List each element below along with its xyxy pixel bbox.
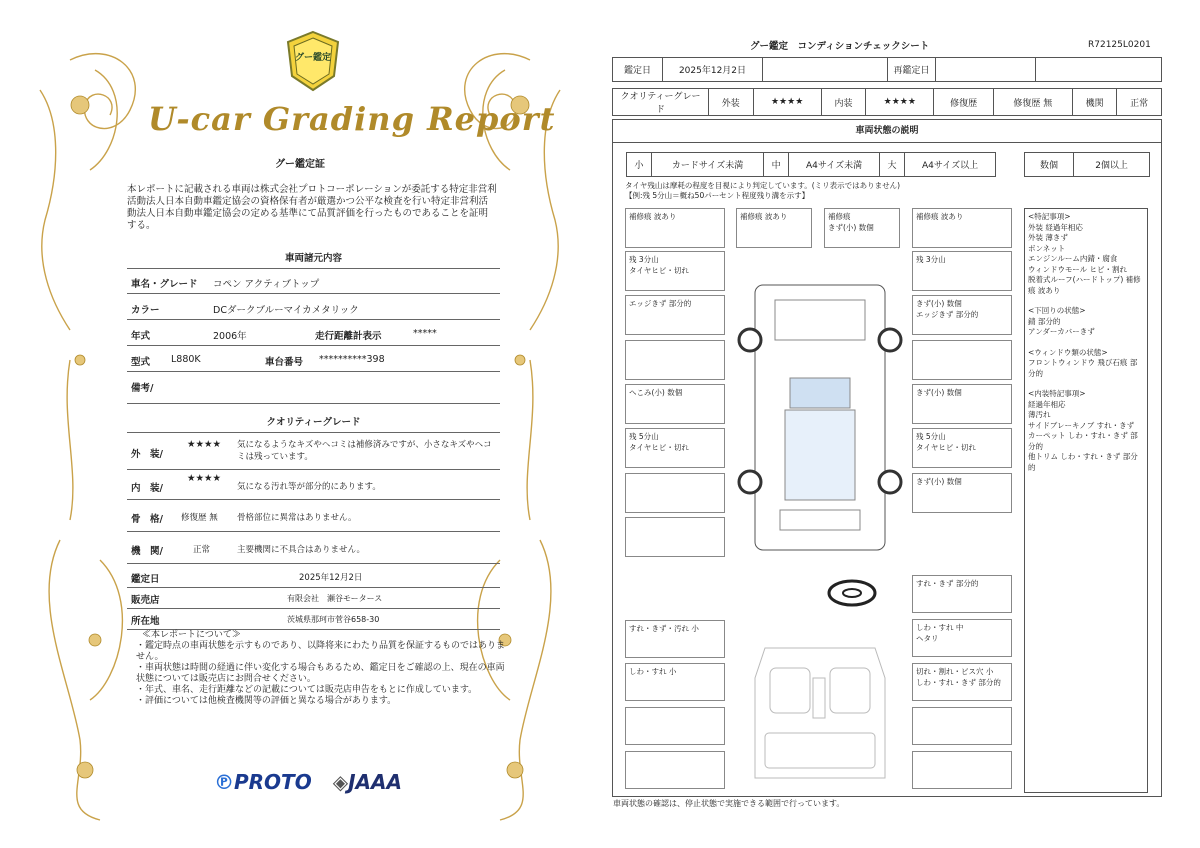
damage-cell [625,517,725,557]
spec-label: 車名・グレード [131,279,198,290]
note-line: アンダーカバーきず [1028,327,1095,336]
size-label: 大 [880,153,905,177]
damage-cell [625,473,725,513]
spec-label: 型式 [131,357,151,368]
spec-label: 車台番号 [265,357,304,368]
quality-label: 内 装/ [131,483,163,494]
damage-cell [625,340,725,380]
report-id: R72125L0201 [1088,40,1151,50]
dealer-value: 2025年12月2日 [299,573,363,583]
damage-cell: 残 5分山 タイヤヒビ・切れ [912,428,1012,468]
spec-row-remarks [127,374,500,404]
int-stars: ★★★★ [866,89,934,116]
car-interior-view [745,638,895,788]
note-line: カーペット しわ・すれ・きず 部分的 [1028,431,1138,451]
note-line: 薄汚れ [1028,410,1051,419]
grade-table [612,88,1162,116]
interior-cell [912,751,1012,789]
redate-label: 再鑑定日 [888,58,936,82]
damage-cell: 補修痕 波あり [912,208,1012,248]
note-line: 外装 薄きず [1028,233,1068,242]
count-value: 2個以上 [1074,153,1150,177]
badge-label: グー鑑定 [294,53,331,63]
interior-cell: しわ・すれ 中 ヘタリ [912,619,1012,657]
quality-value: 修復歴 無 [181,513,218,523]
date-table [612,57,1162,82]
note-line [1028,338,1144,348]
spec-value: 2006年 [213,331,247,342]
note-item: ・年式、車名、走行距離などの記載については販売店申告をもとに作成しています。 [136,685,478,695]
note-line: 脱着式ルーフ(ハードトップ) 補修痕 波あり [1028,275,1141,295]
divider [127,268,500,269]
redate-value [936,58,1036,82]
interior-cell: すれ・きず・汚れ 小 [625,620,725,658]
repair-value: 修復歴 無 [993,89,1072,116]
damage-cell: 補修痕 きず(小) 数個 [824,208,900,248]
count-label: 数個 [1025,153,1074,177]
quality-row-exterior [127,434,500,470]
quality-row-engine [127,534,500,564]
note-line: 経過年相応 [1028,399,1066,409]
special-notes [1024,208,1148,793]
spec-row-color [127,296,500,320]
script-title: U-car Grading Report [148,100,556,138]
damage-cell: 補修痕 波あり [736,208,812,248]
spec-row-year [127,322,500,346]
spec-value: **********398 [319,354,385,365]
note-line: 他トリム しわ・すれ・きず 部分的 [1028,452,1138,472]
explanation-title: 車両状態の説明 [612,119,1162,143]
spec-value: ***** [413,328,437,339]
spec-label: 年式 [131,331,151,342]
damage-cell: へこみ(小) 数個 [625,384,725,424]
certificate-title: グー鑑定証 [275,159,325,170]
proto-logo-icon: ℗ [214,770,234,794]
interior-cell [625,751,725,789]
dealer-value: 茨城県那珂市菅谷658-30 [287,615,380,624]
jaaa-logo-icon: ◈ [332,770,349,794]
damage-cell: 補修痕 波あり [625,208,725,248]
note-line: <ウィンドウ類の状態> [1028,347,1108,357]
quality-row-frame [127,502,500,532]
interior-cell: しわ・すれ 小 [625,663,725,701]
interior-cell: 切れ・割れ・ビス穴 小 しわ・すれ・きず 部分的 [912,663,1012,701]
empty-cell [1036,58,1162,82]
spec-label: 走行距離計表示 [315,331,382,342]
certificate-body: 本レポートに記載される車両は株式会社プロトコーポレーションが委託する特定非営利活動法人日本自動車鑑定協会の資格保有者が厳選かつ公平な検査を行い特定非営利活動法人日本自動車鑑定協会の定める基準にて品質評価を行ったものであることを証明する。 [127,184,497,231]
goo-badge-icon [284,30,342,92]
spec-value: L880K [171,354,201,365]
spec-value: DCダークブルーマイカメタリック [213,305,359,316]
note-line: サイドブレーキノブ すれ・きず [1028,420,1135,430]
damage-cell: 残 5分山 タイヤヒビ・切れ [625,428,725,468]
note-line: フロントウィンドウ 飛び石痕 部分的 [1028,358,1138,378]
empty-cell [763,58,888,82]
damage-cell: 残 3分山 [912,251,1012,291]
size-desc: カードサイズ未満 [652,153,764,177]
spec-label: カラー [131,305,160,316]
quality-text: 気になるようなキズやヘコミは補修済みですが、小さなキズやヘコミは残っています。 [237,440,492,462]
note-line: エンジンルーム内錆・腐食 [1028,254,1118,263]
note-line: ウィンドウモール ヒビ・割れ [1028,264,1127,274]
sheet-title: グー鑑定 コンディションチェックシート [750,41,930,52]
quality-text: 骨格部位に異常はありません。 [237,513,357,523]
dealer-row-shop [127,589,500,609]
quality-label: 骨 格/ [131,514,163,525]
note-line: <内装特記事項> [1028,389,1086,398]
steering-wheel-icon [826,578,878,608]
note-item: ・評価については他検査機関等の評価と異なる場合があります。 [136,696,397,706]
note-line: <下回りの状態> [1028,306,1086,315]
int-label: 内装 [821,89,866,116]
quality-row-interior [127,472,500,500]
quality-value: 正常 [193,545,211,555]
dealer-row-date [127,566,500,588]
size-legend [626,152,996,177]
spec-title: 車両諸元内容 [284,253,342,264]
interior-cell: すれ・きず 部分的 [912,575,1012,613]
quality-text: 気になる汚れ等が部分的にあります。 [237,482,381,492]
spec-value: コペン アクティブトップ [213,279,320,290]
damage-cell: きず(小) 数個 [912,384,1012,424]
condition-check-sheet [600,0,1200,848]
tread-example: 【例:残 5分山＝概ね50パーセント程度残り溝を示す】 [625,191,810,200]
tread-note: タイヤ残山は摩耗の程度を目視により判定しています。(ミリ表示ではありません) [625,181,901,190]
count-legend [1024,152,1150,177]
note-line [1028,296,1144,306]
date-label: 鑑定日 [613,58,663,82]
damage-cell: エッジきず 部分的 [625,295,725,335]
jaaa-logo: JAAA [348,770,402,794]
damage-cell: きず(小) 数個 エッジきず 部分的 [912,295,1012,335]
quality-title: クオリティーグレード [266,417,361,428]
proto-logo: PROTO [234,770,312,794]
star-rating: ★★★★ [187,473,222,484]
note-line: ボンネット [1028,243,1066,253]
note-line: 錆 部分的 [1028,316,1061,326]
quality-label: 外 装/ [131,449,163,460]
dealer-label: 鑑定日 [131,574,160,585]
note-item: ・車両状態は時間の経過に伴い変化する場合もあるため、鑑定日をご確認の上、現在の車両状態については販売店にお問合せください。 [136,663,505,684]
report-notes [136,630,506,707]
repair-label: 修復歴 [934,89,993,116]
note-line: 外装 経過年相応 [1028,222,1083,232]
note-line: <特記事項> [1028,212,1071,221]
damage-cell: きず(小) 数個 [912,473,1012,513]
dealer-label: 所在地 [131,616,160,627]
quality-label: 機 関/ [131,546,163,557]
ext-stars: ★★★★ [753,89,821,116]
size-desc: A4サイズ未満 [789,153,880,177]
interior-cell [912,707,1012,745]
damage-cell: 残 3分山 タイヤヒビ・切れ [625,251,725,291]
interior-cell [625,707,725,745]
dealer-value: 有限会社 瀬谷モータース [287,594,383,603]
grade-label: クオリティーグレード [613,89,709,116]
footer-note: 車両状態の確認は、停止状態で実施できる範囲で行っています。 [613,799,845,808]
spec-label: 備考/ [131,383,154,394]
size-label: 小 [627,153,652,177]
ext-label: 外装 [709,89,754,116]
divider [127,432,500,433]
note-item: ・鑑定時点の車両状態を示すものであり、以降将来にわたり品質を保証するものではありません。 [136,641,506,662]
size-label: 中 [764,153,789,177]
size-desc: A4サイズ以上 [905,153,996,177]
spec-row-model [127,348,500,372]
dealer-row-address [127,610,500,630]
engine-label: 機関 [1072,89,1117,116]
notes-title: ≪本レポートについて≫ [142,630,241,640]
spec-row-name [127,270,500,294]
quality-text: 主要機関に不具合はありません。 [237,545,366,555]
dealer-label: 販売店 [131,595,160,606]
logos [214,770,402,794]
engine-value: 正常 [1117,89,1162,116]
damage-cell [912,340,1012,380]
date-value: 2025年12月2日 [663,58,763,82]
car-top-view [735,270,905,560]
note-line [1028,379,1144,389]
star-rating: ★★★★ [187,439,222,450]
